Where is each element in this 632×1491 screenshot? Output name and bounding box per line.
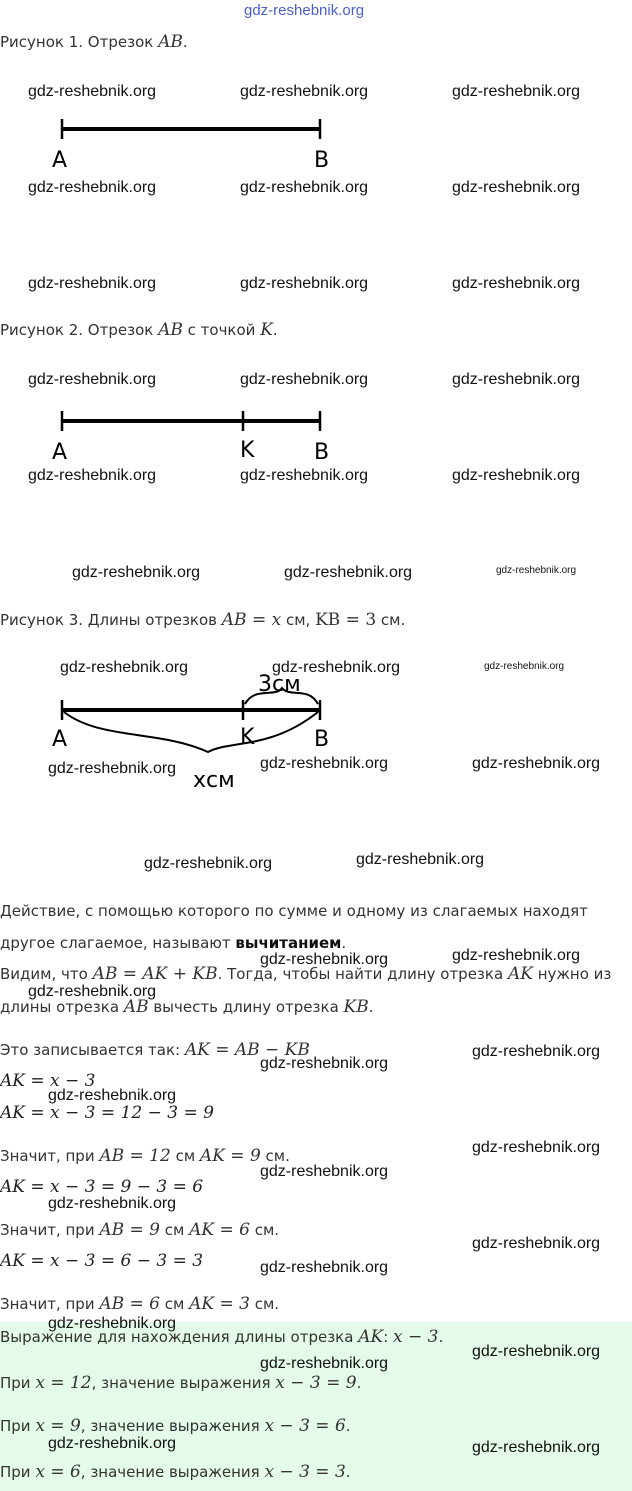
- label-k: K: [240, 438, 255, 463]
- math: x − 3 = 3: [264, 1462, 346, 1482]
- watermark: gdz-reshebnik.org: [28, 83, 157, 100]
- math: x − 3 = 9: [275, 1373, 357, 1393]
- text: , значение выражения: [80, 1417, 265, 1435]
- math: AK = 3: [189, 1294, 250, 1314]
- figure-3-caption: [0, 610, 405, 630]
- text: нужно из: [532, 965, 612, 983]
- watermark: gdz-reshebnik.org: [28, 371, 157, 388]
- text: вычесть длину отрезка: [148, 998, 344, 1016]
- watermark: gdz-reshebnik.org: [452, 371, 581, 388]
- label-xcm: хсм: [193, 768, 235, 793]
- label-b: B: [314, 148, 330, 173]
- text: При: [0, 1417, 36, 1435]
- watermark: gdz-reshebnik.org: [260, 1259, 389, 1276]
- conclusion-2: [0, 1220, 279, 1240]
- text: другое слагаемое, называют: [0, 934, 236, 952]
- watermark: gdz-reshebnik.org: [496, 565, 577, 576]
- label-b: B: [314, 440, 330, 465]
- watermark: gdz-reshebnik.org: [240, 179, 369, 196]
- watermark: gdz-reshebnik.org: [72, 564, 201, 581]
- watermark: gdz-reshebnik.org: [240, 275, 369, 292]
- text: .: [345, 1463, 351, 1481]
- watermark: gdz-reshebnik.org: [452, 467, 581, 484]
- math: x = 12: [35, 1373, 92, 1393]
- caption-text: .: [272, 321, 278, 339]
- answer-line-4: [0, 1462, 351, 1482]
- math: AB = 9: [99, 1220, 160, 1240]
- watermark: gdz-reshebnik.org: [484, 661, 565, 672]
- text: , значение выражения: [80, 1463, 265, 1481]
- watermark: gdz-reshebnik.org: [60, 659, 189, 676]
- label-b: B: [314, 727, 330, 752]
- math: AB = 6: [99, 1294, 160, 1314]
- caption-text: см,: [281, 611, 316, 629]
- text: .: [368, 998, 374, 1016]
- site-link[interactable]: gdz-reshebnik.org: [244, 2, 365, 19]
- text: .: [341, 934, 347, 952]
- watermark: gdz-reshebnik.org: [472, 1343, 601, 1360]
- math: AK = AB − KB: [184, 1040, 310, 1060]
- answer-line-2: [0, 1373, 361, 1393]
- caption-math: AB: [158, 320, 183, 340]
- watermark: gdz-reshebnik.org: [48, 1195, 177, 1212]
- watermark: gdz-reshebnik.org: [452, 83, 581, 100]
- text: Значит, при: [0, 1221, 100, 1239]
- watermark: gdz-reshebnik.org: [28, 467, 157, 484]
- watermark: gdz-reshebnik.org: [28, 983, 157, 1000]
- definition-line-1: Действие, с помощью которого по сумме и одному из слагаемых находят: [0, 902, 588, 920]
- watermark: gdz-reshebnik.org: [272, 659, 401, 676]
- watermark: gdz-reshebnik.org: [48, 1087, 177, 1104]
- label-a: A: [52, 440, 68, 465]
- text: см: [170, 1147, 200, 1165]
- watermark: gdz-reshebnik.org: [260, 1055, 389, 1072]
- definition-line-2: [0, 934, 346, 952]
- math: AB = AK + KB: [92, 964, 218, 984]
- text: см: [160, 1221, 190, 1239]
- text: см: [160, 1295, 190, 1313]
- term-bold: вычитанием: [235, 934, 342, 952]
- math: x = 6: [35, 1462, 81, 1482]
- caption-text: Рисунок 3. Длины отрезков: [0, 611, 222, 629]
- math: x = 9: [35, 1416, 81, 1436]
- math: AB: [123, 997, 149, 1017]
- text: . Тогда, чтобы найти длину отрезка: [217, 965, 508, 983]
- watermark: gdz-reshebnik.org: [240, 83, 369, 100]
- math: x − 3: [393, 1327, 439, 1347]
- watermark: gdz-reshebnik.org: [260, 951, 389, 968]
- watermark: gdz-reshebnik.org: [144, 855, 273, 872]
- text: Значит, при: [0, 1295, 100, 1313]
- figure-1-caption: [0, 32, 188, 52]
- caption-math: AB: [158, 32, 183, 52]
- label-3cm: 3см: [258, 672, 301, 697]
- label-k: K: [240, 725, 255, 750]
- caption-text: Рисунок 1. Отрезок: [0, 33, 159, 51]
- caption-math: AB = x: [221, 610, 282, 630]
- caption-math: K: [260, 320, 273, 340]
- math: KB: [343, 997, 369, 1017]
- text: При: [0, 1463, 36, 1481]
- watermark: gdz-reshebnik.org: [28, 179, 157, 196]
- text: , значение выражения: [91, 1374, 276, 1392]
- text: .: [356, 1374, 362, 1392]
- math: AK: [358, 1327, 384, 1347]
- figure-2-caption: [0, 320, 278, 340]
- text: см.: [249, 1221, 280, 1239]
- watermark: gdz-reshebnik.org: [472, 1139, 601, 1156]
- watermark: gdz-reshebnik.org: [452, 275, 581, 292]
- text: Это записывается так:: [0, 1041, 185, 1059]
- watermark: gdz-reshebnik.org: [472, 1235, 601, 1252]
- equation-4: AK = x − 3 = 6 − 3 = 3: [0, 1251, 204, 1271]
- math: x − 3 = 6: [264, 1416, 346, 1436]
- watermark: gdz-reshebnik.org: [260, 1163, 389, 1180]
- text: см.: [260, 1147, 290, 1165]
- text: :: [383, 1328, 394, 1346]
- math: AK = 6: [189, 1220, 250, 1240]
- watermark: gdz-reshebnik.org: [472, 755, 601, 772]
- conclusion-1: [0, 1146, 290, 1166]
- text: .: [438, 1328, 444, 1346]
- math: AK = 9: [199, 1146, 261, 1166]
- text: Выражение для нахождения длины отрезка: [0, 1328, 359, 1346]
- caption-math: KB = 3: [315, 610, 377, 630]
- text: Видим, что: [0, 965, 93, 983]
- math: AB = 12: [99, 1146, 171, 1166]
- watermark: gdz-reshebnik.org: [240, 467, 369, 484]
- watermark: gdz-reshebnik.org: [284, 564, 413, 581]
- text: см.: [249, 1295, 280, 1313]
- label-a: A: [52, 148, 68, 173]
- text: длины отрезка: [0, 998, 124, 1016]
- text: Значит, при: [0, 1147, 100, 1165]
- math: AK: [507, 964, 533, 984]
- text: При: [0, 1374, 36, 1392]
- watermark: gdz-reshebnik.org: [48, 760, 177, 777]
- figure-1-segment: [40, 115, 360, 185]
- caption-text: с точкой: [182, 321, 261, 339]
- caption-text: .: [182, 33, 188, 51]
- text: .: [345, 1417, 351, 1435]
- conclusion-3: [0, 1294, 279, 1314]
- label-a: A: [52, 727, 68, 752]
- watermark: gdz-reshebnik.org: [472, 1043, 601, 1060]
- caption-text: см.: [376, 611, 406, 629]
- caption-text: Рисунок 2. Отрезок: [0, 321, 159, 339]
- watermark: gdz-reshebnik.org: [260, 755, 389, 772]
- watermark: gdz-reshebnik.org: [260, 1355, 389, 1372]
- answer-line-3: [0, 1416, 351, 1436]
- watermark: gdz-reshebnik.org: [472, 1439, 601, 1456]
- watermark: gdz-reshebnik.org: [48, 1435, 177, 1452]
- watermark: gdz-reshebnik.org: [48, 1315, 177, 1332]
- watermark: gdz-reshebnik.org: [28, 275, 157, 292]
- equation-3: AK = x − 3 = 9 − 3 = 6: [0, 1177, 204, 1197]
- brace-xcm: [64, 712, 318, 752]
- equation-2: AK = x − 3 = 12 − 3 = 9: [0, 1103, 214, 1123]
- watermark: gdz-reshebnik.org: [452, 947, 581, 964]
- watermark: gdz-reshebnik.org: [240, 371, 369, 388]
- equation-1: AK = x − 3: [0, 1071, 96, 1091]
- watermark: gdz-reshebnik.org: [452, 179, 581, 196]
- watermark: gdz-reshebnik.org: [356, 851, 485, 868]
